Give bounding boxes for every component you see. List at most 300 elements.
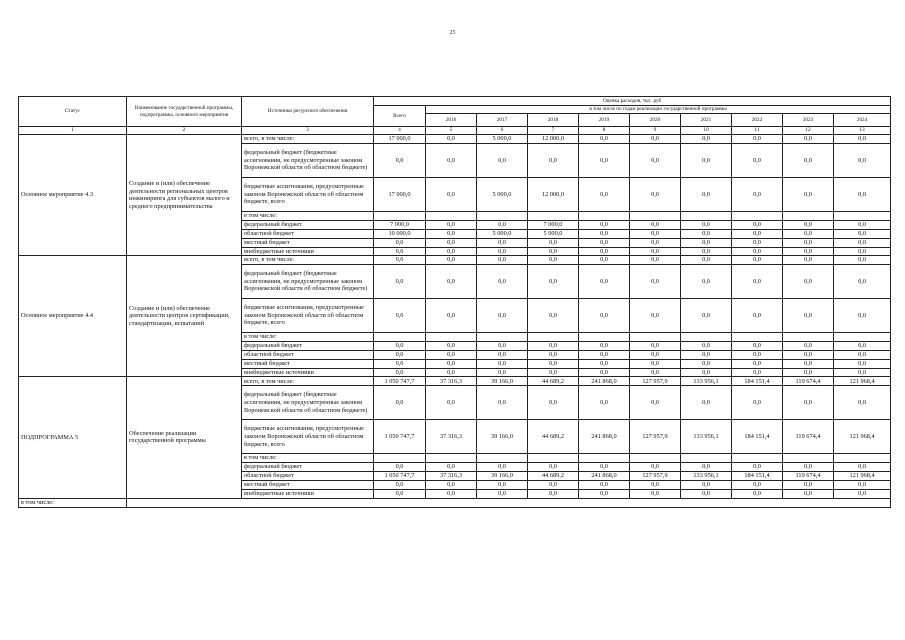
header-col-number: 6 — [477, 127, 528, 135]
header-year: 2017 — [477, 114, 528, 127]
value-cell: 0,0 — [630, 299, 681, 333]
value-cell: 0,0 — [732, 256, 783, 265]
value-cell — [528, 212, 579, 221]
value-cell: 1 050 747,7 — [374, 471, 426, 480]
value-cell: 0,0 — [528, 350, 579, 359]
value-cell: 0,0 — [834, 229, 891, 238]
value-cell: 0,0 — [426, 229, 477, 238]
funding-source-cell: в том числе: — [242, 333, 374, 342]
value-cell — [426, 454, 477, 463]
value-cell: 0,0 — [783, 368, 834, 377]
header-year: 2019 — [579, 114, 630, 127]
value-cell: 0,0 — [681, 256, 732, 265]
value-cell: 0,0 — [374, 341, 426, 350]
header-year: 2023 — [783, 114, 834, 127]
value-cell: 119 674,4 — [783, 420, 834, 454]
status-cell: Основное мероприятие 4.3 — [19, 135, 127, 256]
value-cell: 0,0 — [732, 386, 783, 420]
value-cell: 0,0 — [732, 462, 783, 471]
header-total: Всего — [374, 106, 426, 127]
value-cell: 0,0 — [834, 265, 891, 299]
value-cell: 241 868,0 — [579, 420, 630, 454]
value-cell: 0,0 — [732, 359, 783, 368]
value-cell: 0,0 — [528, 480, 579, 489]
value-cell: 0,0 — [528, 299, 579, 333]
value-cell: 0,0 — [528, 489, 579, 498]
value-cell: 121 968,4 — [834, 377, 891, 386]
value-cell — [477, 454, 528, 463]
value-cell: 241 868,0 — [579, 377, 630, 386]
value-cell: 0,0 — [783, 256, 834, 265]
value-cell — [732, 454, 783, 463]
value-cell: 0,0 — [426, 368, 477, 377]
value-cell: 0,0 — [630, 144, 681, 178]
value-cell — [834, 333, 891, 342]
value-cell: 0,0 — [426, 462, 477, 471]
value-cell: 0,0 — [579, 220, 630, 229]
value-cell: 0,0 — [732, 144, 783, 178]
funding-source-cell: внебюджетные источники — [242, 247, 374, 256]
value-cell: 0,0 — [834, 368, 891, 377]
value-cell: 121 968,4 — [834, 420, 891, 454]
value-cell: 0,0 — [426, 359, 477, 368]
value-cell: 0,0 — [477, 265, 528, 299]
value-cell: 0,0 — [426, 178, 477, 212]
value-cell: 37 316,3 — [426, 377, 477, 386]
value-cell: 133 956,1 — [681, 377, 732, 386]
value-cell — [732, 212, 783, 221]
value-cell: 0,0 — [681, 144, 732, 178]
value-cell: 0,0 — [477, 350, 528, 359]
header-estimate: Оценка расходов, тыс. руб — [374, 97, 891, 106]
value-cell: 0,0 — [426, 256, 477, 265]
value-cell: 0,0 — [834, 350, 891, 359]
header-status: Статус — [19, 97, 127, 127]
value-cell: 5 000,0 — [477, 229, 528, 238]
value-cell: 0,0 — [681, 247, 732, 256]
value-cell — [477, 212, 528, 221]
value-cell: 0,0 — [374, 359, 426, 368]
value-cell: 0,0 — [630, 256, 681, 265]
value-cell: 0,0 — [630, 368, 681, 377]
value-cell: 0,0 — [426, 489, 477, 498]
value-cell: 0,0 — [477, 247, 528, 256]
value-cell: 0,0 — [528, 359, 579, 368]
value-cell — [528, 333, 579, 342]
program-name-cell: Создание и (или) обеспечение деятельности региональных центров инжиниринга для субъектов малого и среднего предпринимательства — [127, 135, 242, 256]
value-cell: 0,0 — [630, 359, 681, 368]
header-col-number: 11 — [732, 127, 783, 135]
value-cell: 127 957,9 — [630, 377, 681, 386]
value-cell: 0,0 — [732, 238, 783, 247]
value-cell: 0,0 — [630, 229, 681, 238]
funding-source-cell: федеральный бюджет (бюджетные ассигнования, не предусмотренные законом Воронежской области об областном бюджете) — [242, 265, 374, 299]
value-cell: 0,0 — [834, 489, 891, 498]
value-cell: 0,0 — [528, 368, 579, 377]
value-cell: 0,0 — [681, 350, 732, 359]
value-cell: 0,0 — [528, 341, 579, 350]
value-cell: 0,0 — [783, 350, 834, 359]
value-cell — [681, 212, 732, 221]
value-cell: 0,0 — [834, 256, 891, 265]
value-cell — [630, 333, 681, 342]
value-cell: 0,0 — [732, 350, 783, 359]
value-cell: 0,0 — [528, 462, 579, 471]
value-cell: 39 166,0 — [477, 377, 528, 386]
funding-source-cell: всего, в том числе: — [242, 135, 374, 144]
value-cell — [783, 454, 834, 463]
value-cell: 0,0 — [834, 341, 891, 350]
value-cell: 0,0 — [630, 341, 681, 350]
value-cell: 17 000,0 — [374, 178, 426, 212]
value-cell — [374, 454, 426, 463]
value-cell: 184 151,4 — [732, 377, 783, 386]
value-cell: 0,0 — [681, 462, 732, 471]
value-cell: 39 166,0 — [477, 420, 528, 454]
value-cell: 0,0 — [681, 220, 732, 229]
value-cell: 0,0 — [732, 368, 783, 377]
footer-note: в том числе: — [19, 498, 127, 507]
value-cell: 0,0 — [630, 350, 681, 359]
value-cell: 127 957,9 — [630, 471, 681, 480]
value-cell: 133 956,1 — [681, 471, 732, 480]
header-col-number: 2 — [127, 127, 242, 135]
value-cell: 0,0 — [681, 480, 732, 489]
value-cell: 0,0 — [528, 256, 579, 265]
header-col-number: 10 — [681, 127, 732, 135]
value-cell: 0,0 — [579, 350, 630, 359]
value-cell: 0,0 — [681, 359, 732, 368]
value-cell: 119 674,4 — [783, 377, 834, 386]
value-cell: 7 000,0 — [374, 220, 426, 229]
value-cell: 0,0 — [681, 229, 732, 238]
value-cell: 0,0 — [681, 299, 732, 333]
value-cell: 0,0 — [579, 144, 630, 178]
value-cell: 0,0 — [783, 480, 834, 489]
value-cell: 0,0 — [834, 247, 891, 256]
value-cell: 0,0 — [579, 238, 630, 247]
status-cell: ПОДПРОГРАММА 5 — [19, 377, 127, 498]
value-cell: 0,0 — [732, 178, 783, 212]
table-row — [19, 498, 891, 507]
value-cell: 0,0 — [579, 368, 630, 377]
value-cell: 0,0 — [528, 238, 579, 247]
value-cell: 0,0 — [374, 462, 426, 471]
funding-source-cell: внебюджетные источники — [242, 489, 374, 498]
header-year: 2022 — [732, 114, 783, 127]
value-cell — [783, 212, 834, 221]
funding-source-cell: местный бюджет — [242, 359, 374, 368]
page-number: 25 — [449, 30, 456, 36]
funding-source-cell: федеральный бюджет (бюджетные ассигнования, не предусмотренные законом Воронежской области об областном бюджете) — [242, 386, 374, 420]
value-cell: 0,0 — [426, 299, 477, 333]
value-cell: 0,0 — [426, 350, 477, 359]
table-row — [19, 135, 891, 144]
value-cell: 0,0 — [732, 265, 783, 299]
value-cell: 0,0 — [834, 299, 891, 333]
header-year: 2024 — [834, 114, 891, 127]
value-cell: 1 050 747,7 — [374, 377, 426, 386]
value-cell: 0,0 — [374, 238, 426, 247]
funding-source-cell: всего, в том числе: — [242, 377, 374, 386]
funding-source-cell: в том числе: — [242, 212, 374, 221]
funding-source-cell: федеральный бюджет (бюджетные ассигнования, не предусмотренные законом Воронежской области об областном бюджете) — [242, 144, 374, 178]
value-cell: 0,0 — [477, 359, 528, 368]
value-cell: 0,0 — [630, 462, 681, 471]
value-cell: 0,0 — [374, 247, 426, 256]
value-cell: 0,0 — [426, 135, 477, 144]
value-cell: 0,0 — [681, 265, 732, 299]
funding-source-cell: федеральный бюджет — [242, 462, 374, 471]
value-cell — [579, 454, 630, 463]
value-cell: 0,0 — [783, 359, 834, 368]
value-cell: 0,0 — [834, 359, 891, 368]
value-cell: 44 689,2 — [528, 377, 579, 386]
value-cell: 0,0 — [528, 386, 579, 420]
funding-source-cell: бюджетные ассигнования, предусмотренные законом Воронежской области об областном бюджете, всего — [242, 420, 374, 454]
value-cell: 0,0 — [681, 341, 732, 350]
header-col-number: 5 — [426, 127, 477, 135]
funding-source-cell: всего, в том числе: — [242, 256, 374, 265]
table-row — [19, 256, 891, 265]
value-cell: 119 674,4 — [783, 471, 834, 480]
value-cell: 0,0 — [681, 238, 732, 247]
value-cell: 127 957,9 — [630, 420, 681, 454]
value-cell: 12 000,0 — [528, 135, 579, 144]
value-cell: 0,0 — [374, 489, 426, 498]
value-cell — [681, 333, 732, 342]
value-cell: 0,0 — [681, 135, 732, 144]
header-col-number: 1 — [19, 127, 127, 135]
value-cell: 0,0 — [732, 135, 783, 144]
value-cell: 37 316,3 — [426, 420, 477, 454]
value-cell: 0,0 — [783, 229, 834, 238]
value-cell: 0,0 — [630, 178, 681, 212]
value-cell: 133 956,1 — [681, 420, 732, 454]
value-cell: 0,0 — [630, 238, 681, 247]
value-cell: 0,0 — [630, 265, 681, 299]
value-cell: 0,0 — [732, 220, 783, 229]
value-cell: 0,0 — [783, 462, 834, 471]
value-cell: 0,0 — [834, 144, 891, 178]
value-cell — [630, 212, 681, 221]
value-cell: 10 000,0 — [374, 229, 426, 238]
value-cell: 0,0 — [579, 359, 630, 368]
value-cell: 12 000,0 — [528, 178, 579, 212]
value-cell: 0,0 — [783, 220, 834, 229]
value-cell — [630, 454, 681, 463]
funding-source-cell: областной бюджет — [242, 229, 374, 238]
value-cell: 44 689,2 — [528, 471, 579, 480]
value-cell — [834, 212, 891, 221]
value-cell: 0,0 — [528, 144, 579, 178]
value-cell — [579, 333, 630, 342]
header-col-number: 4 — [374, 127, 426, 135]
value-cell: 0,0 — [477, 489, 528, 498]
value-cell: 0,0 — [477, 462, 528, 471]
value-cell: 0,0 — [426, 341, 477, 350]
value-cell: 1 050 747,7 — [374, 420, 426, 454]
value-cell — [579, 212, 630, 221]
value-cell: 0,0 — [834, 480, 891, 489]
value-cell: 0,0 — [783, 265, 834, 299]
value-cell: 0,0 — [732, 229, 783, 238]
value-cell: 184 151,4 — [732, 471, 783, 480]
header-year: 2020 — [630, 114, 681, 127]
value-cell: 0,0 — [630, 386, 681, 420]
value-cell: 0,0 — [426, 480, 477, 489]
value-cell — [681, 454, 732, 463]
value-cell: 0,0 — [579, 299, 630, 333]
value-cell — [374, 212, 426, 221]
value-cell: 184 151,4 — [732, 420, 783, 454]
funding-source-cell: внебюджетные источники — [242, 368, 374, 377]
value-cell: 0,0 — [477, 238, 528, 247]
value-cell — [374, 333, 426, 342]
value-cell: 0,0 — [579, 386, 630, 420]
funding-source-cell: местный бюджет — [242, 480, 374, 489]
header-year: 2016 — [426, 114, 477, 127]
value-cell: 0,0 — [783, 299, 834, 333]
value-cell: 0,0 — [579, 489, 630, 498]
value-cell: 0,0 — [681, 386, 732, 420]
value-cell: 0,0 — [630, 135, 681, 144]
value-cell: 0,0 — [681, 368, 732, 377]
header-by-years: в том числе по годам реализации государственной программы — [426, 106, 891, 114]
value-cell: 0,0 — [834, 386, 891, 420]
value-cell: 0,0 — [426, 220, 477, 229]
value-cell: 44 689,2 — [528, 420, 579, 454]
funding-source-cell: бюджетные ассигнования, предусмотренные законом Воронежской области об областном бюджете, всего — [242, 178, 374, 212]
value-cell: 0,0 — [374, 256, 426, 265]
header-funding-sources: Источники ресурсного обеспечения — [242, 97, 374, 127]
value-cell — [477, 333, 528, 342]
value-cell: 0,0 — [630, 247, 681, 256]
value-cell: 5 000,0 — [477, 178, 528, 212]
value-cell: 0,0 — [477, 299, 528, 333]
value-cell: 0,0 — [426, 265, 477, 299]
value-cell: 0,0 — [681, 489, 732, 498]
value-cell: 0,0 — [579, 462, 630, 471]
value-cell: 0,0 — [783, 247, 834, 256]
value-cell: 0,0 — [681, 178, 732, 212]
value-cell: 0,0 — [579, 341, 630, 350]
value-cell: 39 166,0 — [477, 471, 528, 480]
value-cell: 0,0 — [426, 144, 477, 178]
header-col-number: 3 — [242, 127, 374, 135]
value-cell: 0,0 — [374, 368, 426, 377]
budget-table — [18, 96, 891, 508]
program-name-cell: Обеспечение реализации государственной программы — [127, 377, 242, 498]
funding-source-cell: в том числе: — [242, 454, 374, 463]
value-cell: 5 000,0 — [528, 229, 579, 238]
value-cell: 0,0 — [630, 220, 681, 229]
value-cell: 0,0 — [528, 247, 579, 256]
value-cell: 0,0 — [579, 229, 630, 238]
value-cell — [426, 333, 477, 342]
value-cell: 0,0 — [630, 489, 681, 498]
value-cell: 0,0 — [374, 265, 426, 299]
value-cell: 0,0 — [426, 247, 477, 256]
value-cell: 0,0 — [579, 480, 630, 489]
funding-source-cell: федеральный бюджет — [242, 220, 374, 229]
funding-source-cell: областной бюджет — [242, 471, 374, 480]
value-cell: 0,0 — [783, 178, 834, 212]
value-cell: 0,0 — [426, 238, 477, 247]
value-cell: 0,0 — [834, 135, 891, 144]
header-col-number: 12 — [783, 127, 834, 135]
value-cell: 0,0 — [732, 299, 783, 333]
value-cell — [732, 333, 783, 342]
funding-source-cell: областной бюджет — [242, 350, 374, 359]
value-cell: 0,0 — [477, 144, 528, 178]
header-year: 2018 — [528, 114, 579, 127]
value-cell: 0,0 — [477, 341, 528, 350]
value-cell: 0,0 — [834, 220, 891, 229]
value-cell: 0,0 — [579, 265, 630, 299]
table-row — [19, 377, 891, 386]
value-cell: 0,0 — [374, 144, 426, 178]
value-cell: 0,0 — [579, 256, 630, 265]
value-cell: 5 000,0 — [477, 135, 528, 144]
value-cell: 0,0 — [579, 247, 630, 256]
funding-source-cell: местный бюджет — [242, 238, 374, 247]
empty-cell — [127, 498, 891, 507]
value-cell: 0,0 — [374, 299, 426, 333]
value-cell: 0,0 — [374, 386, 426, 420]
value-cell: 0,0 — [579, 178, 630, 212]
value-cell: 0,0 — [374, 350, 426, 359]
value-cell: 0,0 — [426, 386, 477, 420]
header-year: 2021 — [681, 114, 732, 127]
value-cell: 0,0 — [477, 256, 528, 265]
value-cell: 0,0 — [732, 480, 783, 489]
status-cell: Основное мероприятие 4.4 — [19, 256, 127, 377]
header-col-number: 7 — [528, 127, 579, 135]
value-cell — [426, 212, 477, 221]
value-cell — [834, 454, 891, 463]
value-cell: 0,0 — [477, 386, 528, 420]
value-cell: 0,0 — [834, 178, 891, 212]
value-cell: 0,0 — [374, 480, 426, 489]
header-col-number: 8 — [579, 127, 630, 135]
value-cell: 0,0 — [477, 368, 528, 377]
value-cell: 121 968,4 — [834, 471, 891, 480]
value-cell: 0,0 — [783, 135, 834, 144]
value-cell — [528, 454, 579, 463]
value-cell: 0,0 — [834, 238, 891, 247]
value-cell — [783, 333, 834, 342]
header-col-number: 13 — [834, 127, 891, 135]
value-cell: 0,0 — [783, 386, 834, 420]
value-cell: 241 868,0 — [579, 471, 630, 480]
header-program-name: Наименование государственной программы, подпрограммы, основного мероприятия — [127, 97, 242, 127]
value-cell: 0,0 — [732, 247, 783, 256]
value-cell: 0,0 — [477, 480, 528, 489]
program-name-cell: Создание и (или) обеспечение деятельности центров сертификации, стандартизации, испытаний — [127, 256, 242, 377]
value-cell: 0,0 — [528, 265, 579, 299]
value-cell: 17 000,0 — [374, 135, 426, 144]
value-cell: 0,0 — [834, 462, 891, 471]
value-cell: 0,0 — [732, 489, 783, 498]
value-cell: 0,0 — [783, 341, 834, 350]
value-cell: 0,0 — [783, 238, 834, 247]
value-cell: 0,0 — [630, 480, 681, 489]
value-cell: 0,0 — [477, 220, 528, 229]
value-cell: 0,0 — [783, 489, 834, 498]
funding-source-cell: федеральный бюджет — [242, 341, 374, 350]
header-col-number: 9 — [630, 127, 681, 135]
